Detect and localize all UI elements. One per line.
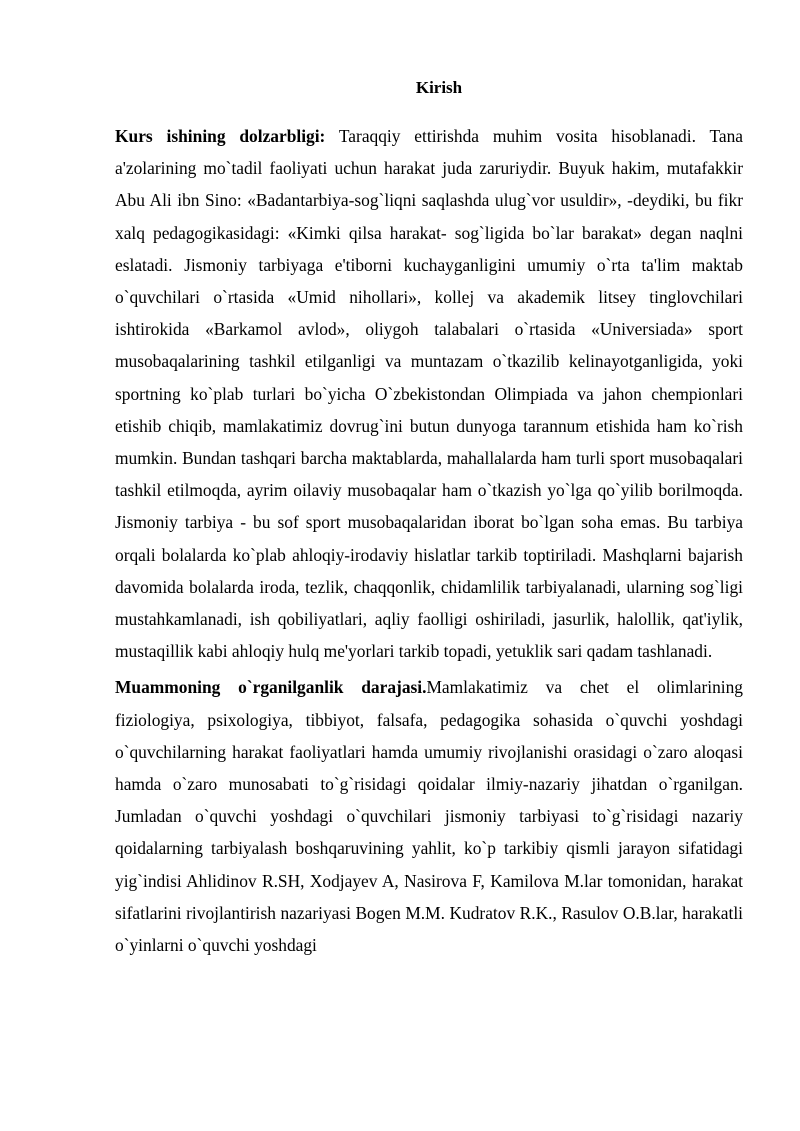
paragraph-lead: Muammoning o`rganilganlik darajasi. bbox=[115, 677, 427, 698]
page-title: Kirish bbox=[415, 78, 463, 97]
paragraph-relevance bbox=[115, 120, 743, 667]
paragraph-study-level bbox=[115, 671, 743, 961]
paragraph-text: Mamlakatimiz va chet el olimlarining fiziologiya, psixologiya, tibbiyot, falsafa, pedagogika sohasida o`quvchi yoshdagi o`quvchilarning harakat faoliyatlari hamda umumiy rivojlanishi orasidagi o`zaro aloqasi hamda o`zaro munosabati to`g`risidagi qoidalar ilmiy-nazariy jihatdan o`rganilgan. Jumladan o`quvchi yoshdagi o`quvchilari jismoniy tarbiyasi to`g`risidagi nazariy qoidalarning tarbiyalash boshqaruvining yahlit, ko`p tarkibiy qismli jarayon sifatidagi yig`indisi Ahlidinov R.SH, Xodjayev A, Nasirova F, Kamilova M.lar tomonidan, harakat sifatlarini rivojlantirish nazariyasi Bogen M.M. Kudratov R.K., Rasulov O.B.lar, harakatli o`yinlarni o`quvchi yoshdagi bbox=[115, 677, 743, 956]
paragraph-text: Taraqqiy ettirishda muhim vosita hisoblanadi. Tana a'zolarining mo`tadil faoliyati uchun harakat juda zaruriydir. Buyuk hakim, mutafakkir Abu Ali ibn Sino: «Badantarbiya-sog`liqni saqlashda ulug`vor usuldir», -deydiki, bu fikr xalq pedagogikasidagi: «Kimki qilsa harakat- sog`ligida bo`lar barakat» degan naqlni eslatadi. Jismoniy tarbiyaga e'tiborni kuchayganligini umumiy o`rta ta'lim maktab o`quvchilari o`rtasida «Umid nihollari», kollej va akademik litsey tinglovchilari ishtirokida «Barkamol avlod», oliygoh talabalari o`rtasida «Universiada» sport musobaqalarining tashkil etilganligi va muntazam o`tkazilib kelinayotganligida, yoki sportning ko`plab turlari bo`yicha O`zbekistondan Olimpiada va jahon chempionlari etishib chiqib, mamlakatimiz dovrug`ini butun dunyoga tarannum etishida ham ko`rish mumkin. Bundan tashqari barcha maktablarda, mahallalarda ham turli sport musobaqalari tashkil etilmoqda, ayrim oilaviy musobaqalar ham o`tkazish yo`lga qo`yilib borilmoqda. Jismoniy tarbiya - bu sof sport musobaqalaridan iborat bo`lgan soha emas. Bu tarbiya orqali bolalarda ko`plab ahloqiy-irodaviy hislatlar tarkib toptiriladi. Mashqlarni bajarish davomida bolalarda iroda, tezlik, chaqqonlik, chidamlilik tarbiyalanadi, ularning sog`ligi mustahkamlanadi, ish qobiliyatlari, aqliy faolligi oshiriladi, jasurlik, halollik, qat'iylik, mustaqillik kabi ahloqiy hulq me'yorlari tarkib topadi, yetuklik sari qadam tashlanadi. bbox=[115, 126, 744, 662]
paragraph-lead: Kurs ishining dolzarbligi: bbox=[115, 126, 326, 146]
